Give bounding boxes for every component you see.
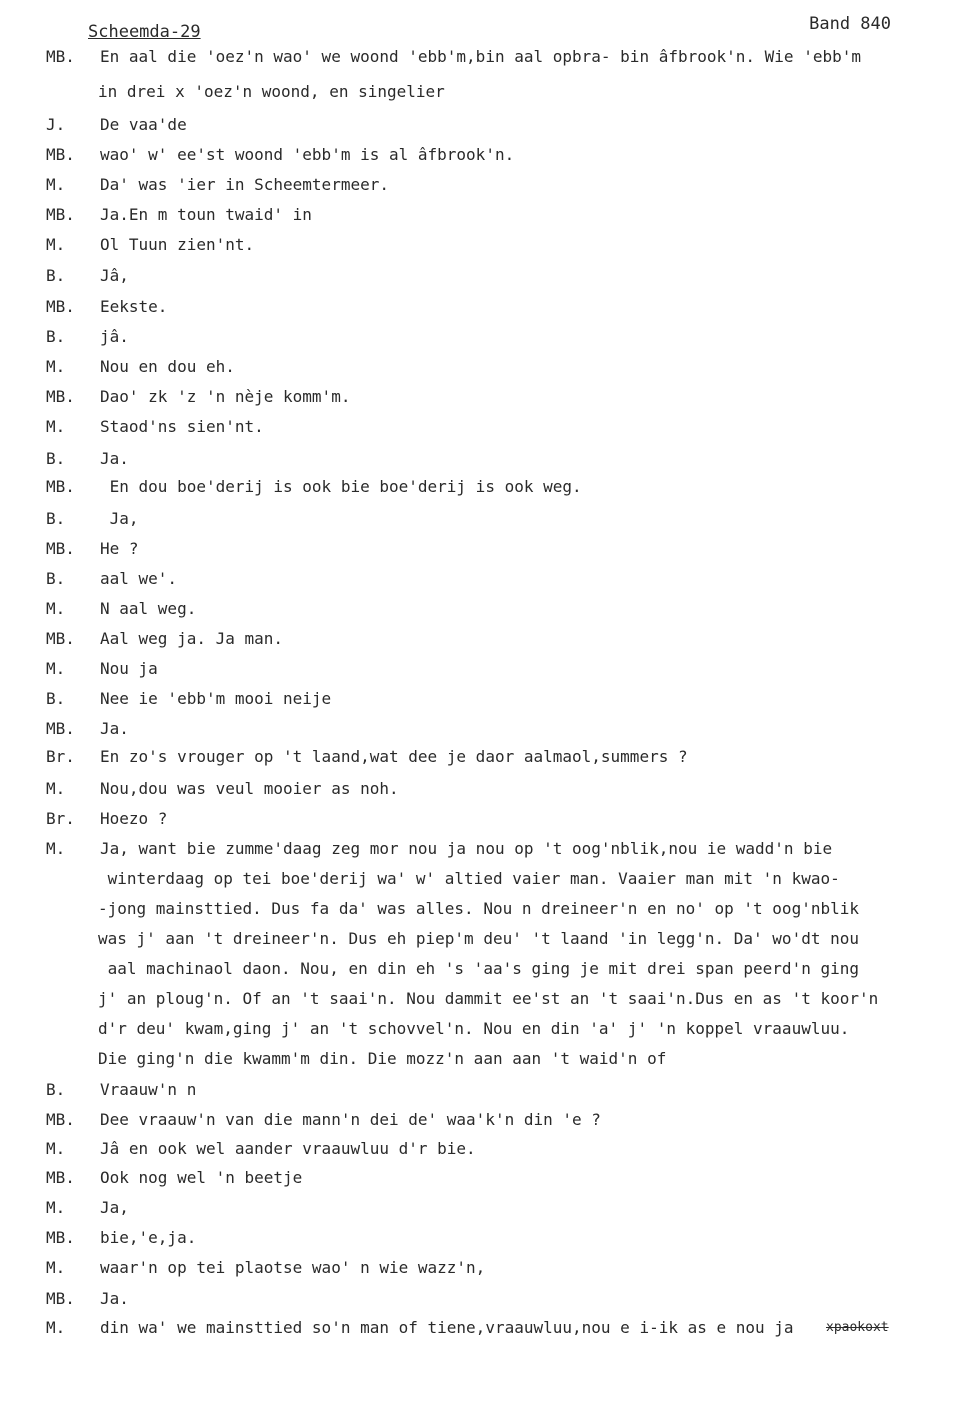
transcript-line [0,142,979,168]
utterance-text: was j' aan 't dreineer'n. Dus eh piep'm deu' 't laand 'in legg'n. Da' wo'dt nou [98,929,859,948]
transcript-line [0,744,979,770]
transcript-line [0,202,979,228]
transcript-line [0,1016,979,1042]
utterance-text: Jâ en ook wel aander vraauwluu d'r bie. [100,1139,476,1158]
utterance-text: Ja. [100,449,129,468]
speaker-label: M. [46,417,66,436]
utterance-text: Nee ie 'ebb'm mooi neije [100,689,332,708]
speaker-label: MB. [46,1110,75,1129]
speaker-label: M. [46,175,66,194]
transcript-line [0,1165,979,1191]
utterance-text: Dao' zk 'z 'n nèje komm'm. [100,387,351,406]
utterance-text: En aal die 'oez'n wao' we woond 'ebb'm,bin aal opbra- bin âfbrook'n. Wie 'ebb'm [100,47,861,66]
speaker-label: B. [46,266,66,285]
transcript-line [0,263,979,289]
speaker-label: B. [46,509,66,528]
transcript-line [0,506,979,532]
utterance-text: En zo's vrouger op 't laand,wat dee je daor aalmaol,summers ? [100,747,688,766]
transcript-line [0,926,979,952]
document-id: Scheemda-29 [88,22,201,42]
speaker-label: J. [46,115,66,134]
transcript-line [0,566,979,592]
transcript-line [0,1195,979,1221]
speaker-label: M. [46,235,66,254]
transcript-line [0,1255,979,1281]
speaker-label: M. [46,779,66,798]
speaker-label: M. [46,1139,66,1158]
transcript-line [0,446,979,472]
transcript-line-strike [826,1315,979,1341]
speaker-label: B. [46,449,66,468]
speaker-label: M. [46,659,66,678]
utterance-text: N aal weg. [100,599,197,618]
utterance-text: -jong mainsttied. Dus fa da' was alles. Nou n dreineer'n en no' op 't oog'nblik [98,899,859,918]
utterance-text: Da' was 'ier in Scheemtermeer. [100,175,389,194]
transcript-line [0,596,979,622]
speaker-label: MB. [46,539,75,558]
speaker-label: M. [46,1198,66,1217]
speaker-label: MB. [46,387,75,406]
utterance-text: Staod'ns sien'nt. [100,417,264,436]
transcript-line [0,656,979,682]
utterance-text: Ja, [100,1198,129,1217]
speaker-label: M. [46,357,66,376]
transcript-line [0,354,979,380]
utterance-text: in drei x 'oez'n woond, en singelier [98,82,445,101]
utterance-text: d'r deu' kwam,ging j' an 't schovvel'n. Nou en din 'a' j' 'n koppel vraauwluu. [98,1019,850,1038]
utterance-text: Ja.En m toun twaid' in [100,205,312,224]
utterance-text: winterdaag op tei boe'derij wa' w' altied vaier man. Vaaier man mit 'n kwao- [98,869,840,888]
utterance-text: din wa' we mainsttied so'n man of tiene,vraauwluu,nou e i-ik as e nou ja [100,1318,804,1337]
speaker-label: MB. [46,297,75,316]
transcript-line [0,79,979,105]
utterance-text: Die ging'n die kwamm'm din. Die mozz'n aan aan 't waid'n of [98,1049,667,1068]
speaker-label: B. [46,569,66,588]
speaker-label: MB. [46,47,75,66]
utterance-text: En dou boe'derij is ook bie boe'derij is ook weg. [100,477,582,496]
transcript-line [0,686,979,712]
transcript-line [0,414,979,440]
utterance-text: bie,'e,ja. [100,1228,197,1247]
speaker-label: MB. [46,477,75,496]
transcript-line [0,294,979,320]
transcript-line [0,1286,979,1312]
transcript-line [0,986,979,1012]
transcript-line [0,956,979,982]
utterance-text: Hoezo ? [100,809,168,828]
utterance-text: Ja, [100,509,139,528]
transcript-line [0,384,979,410]
speaker-label: M. [46,599,66,618]
utterance-text: j' an ploug'n. Of an 't saai'n. Nou dammit ee'st an 't saai'n.Dus en as 't koor'n [98,989,879,1008]
transcript-line [0,474,979,500]
transcript-line [0,172,979,198]
utterance-text: He ? [100,539,139,558]
utterance-text: Ja, want bie zumme'daag zeg mor nou ja nou op 't oog'nblik,nou ie wadd'n bie [100,839,833,858]
speaker-label: B. [46,689,66,708]
speaker-label: MB. [46,1289,75,1308]
speaker-label: MB. [46,1168,75,1187]
utterance-text: Eekste. [100,297,168,316]
speaker-label: MB. [46,145,75,164]
utterance-text: Nou ja [100,659,158,678]
transcript-line [0,1046,979,1072]
utterance-text: Nou en dou eh. [100,357,235,376]
transcript-line [0,716,979,742]
utterance-text: Ol Tuun zien'nt. [100,235,255,254]
speaker-label: MB. [46,719,75,738]
transcript-line [0,112,979,138]
utterance-text: Jâ, [100,266,129,285]
transcript-line [0,836,979,862]
transcript-line [0,896,979,922]
utterance-text: aal we'. [100,569,178,588]
utterance-text: aal machinaol daon. Nou, en din eh 's 'aa's ging je mit drei span peerd'n ging [98,959,859,978]
utterance-text: De vaa'de [100,115,187,134]
speaker-label: B. [46,327,66,346]
speaker-label: MB. [46,1228,75,1247]
transcript-line [0,1225,979,1251]
transcript-line [0,1136,979,1162]
transcript-line [0,806,979,832]
transcript-line [0,1107,979,1133]
utterance-text: Nou,dou was veul mooier as noh. [100,779,399,798]
utterance-text: Ja. [100,1289,129,1308]
utterance-text: Vraauw'n n [100,1080,197,1099]
speaker-label: MB. [46,205,75,224]
transcript-line [0,776,979,802]
transcript-line [0,232,979,258]
utterance-text: jâ. [100,327,129,346]
transcript-line [0,536,979,562]
utterance-text: Ja. [100,719,129,738]
tape-band-number: Band 840 [809,14,891,34]
transcript-line [0,866,979,892]
utterance-text: Dee vraauw'n van die mann'n dei de' waa'k'n din 'e ? [100,1110,601,1129]
utterance-text: Ook nog wel 'n beetje [100,1168,303,1187]
speaker-label: M. [46,1318,66,1337]
transcript-line [0,44,979,70]
speaker-label: B. [46,1080,66,1099]
utterance-text: Aal weg ja. Ja man. [100,629,284,648]
speaker-label: M. [46,839,66,858]
transcript-line [0,1077,979,1103]
struck-out-text: xpaokoxt [826,1320,889,1335]
speaker-label: Br. [46,809,75,828]
speaker-label: M. [46,1258,66,1277]
transcript-line [0,324,979,350]
utterance-text: waar'n op tei plaotse wao' n wie wazz'n, [100,1258,486,1277]
utterance-text: wao' w' ee'st woond 'ebb'm is al âfbrook'n. [100,145,515,164]
speaker-label: MB. [46,629,75,648]
speaker-label: Br. [46,747,75,766]
transcript-line [0,626,979,652]
